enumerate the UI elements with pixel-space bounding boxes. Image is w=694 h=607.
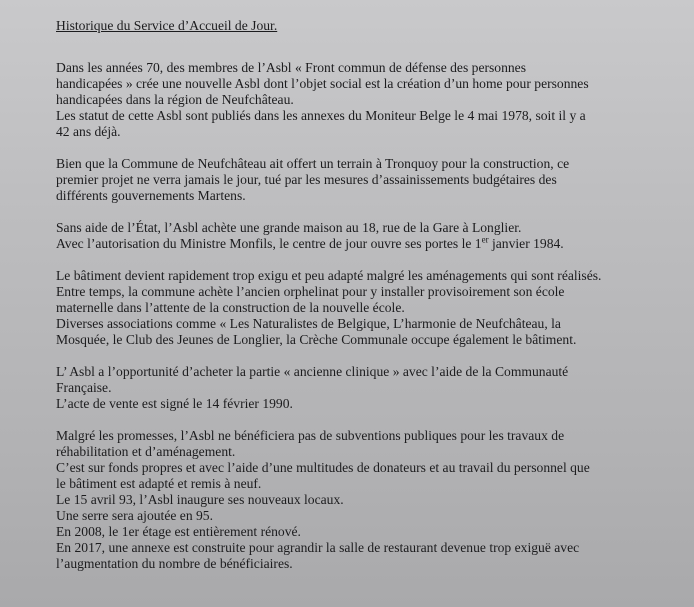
paragraph-origins [56, 60, 674, 140]
text-line: En 2008, le 1er étage est entièrement rénové. [56, 524, 301, 539]
text-line: le bâtiment est adapté et remis à neuf. [56, 476, 262, 491]
paragraph-first-project [56, 156, 674, 204]
text-line: Le 15 avril 93, l’Asbl inaugure ses nouveaux locaux. [56, 492, 344, 507]
text-line: Dans les années 70, des membres de l’Asbl « Front commun de défense des personnes [56, 60, 527, 75]
text-line: différents gouvernements Martens. [56, 188, 246, 203]
text-line: Une serre sera ajoutée en 95. [56, 508, 214, 523]
document-title: Historique du Service d’Accueil de Jour. [56, 18, 278, 33]
paragraph-clinic [56, 364, 674, 412]
text-line: L’acte de vente est signé le 14 février 1990. [56, 396, 293, 411]
text-line: En 2017, une annexe est construite pour agrandir la salle de restaurant devenue trop exiguë avec [56, 540, 580, 555]
text-line: maternelle dans l’attente de la construction de la nouvelle école. [56, 300, 405, 315]
text-line: handicapées dans la région de Neufchâteau. [56, 92, 294, 107]
text-line: Le bâtiment devient rapidement trop exigu et peu adapté malgré les aménagements qui sont réalisés. [56, 268, 602, 283]
text-line: 42 ans déjà. [56, 124, 121, 139]
paragraph-renovation [56, 428, 674, 572]
text-line: handicapées » crée une nouvelle Asbl dont l’objet social est la création d’un home pour personnes [56, 76, 589, 91]
text-line: Bien que la Commune de Neufchâteau ait offert un terrain à Tronquoy pour la construction, ce [56, 156, 570, 171]
text-line: Entre temps, la commune achète l’ancien orphelinat pour y installer provisoirement son école [56, 284, 565, 299]
text-line: Mosquée, le Club des Jeunes de Longlier, la Crèche Communale occupe également le bâtiment. [56, 332, 577, 347]
text-line: Diverses associations comme « Les Naturalistes de Belgique, L’harmonie de Neufchâteau, la [56, 316, 561, 331]
text-line: Les statut de cette Asbl sont publiés dans les annexes du Moniteur Belge le 4 mai 1978, soit il y a [56, 108, 586, 123]
text-line: L’ Asbl a l’opportunité d’acheter la partie « ancienne clinique » avec l’aide de la Communauté [56, 364, 569, 379]
text-line: premier projet ne verra jamais le jour, tué par les mesures d’assainissements budgétaires des [56, 172, 557, 187]
paragraph-opening [56, 220, 674, 252]
superscript: er [481, 234, 489, 245]
text-segment: Avec l’autorisation du Ministre Monfils, le centre de jour ouvre ses portes le 1 [56, 236, 482, 251]
paragraph-building [56, 268, 674, 348]
text-line: Malgré les promesses, l’Asbl ne bénéficiera pas de subventions publiques pour les travaux de [56, 428, 565, 443]
text-line: Française. [56, 380, 112, 395]
text-line: Sans aide de l’État, l’Asbl achète une grande maison au 18, rue de la Gare à Longlier. [56, 220, 522, 235]
text-line [56, 236, 674, 252]
text-line: l’augmentation du nombre de bénéficiaires. [56, 556, 293, 571]
text-line: C’est sur fonds propres et avec l’aide d’une multitudes de donateurs et au travail du personnel que [56, 460, 590, 475]
text-line: réhabilitation et d’aménagement. [56, 444, 236, 459]
text-segment: janvier 1984. [488, 236, 564, 251]
